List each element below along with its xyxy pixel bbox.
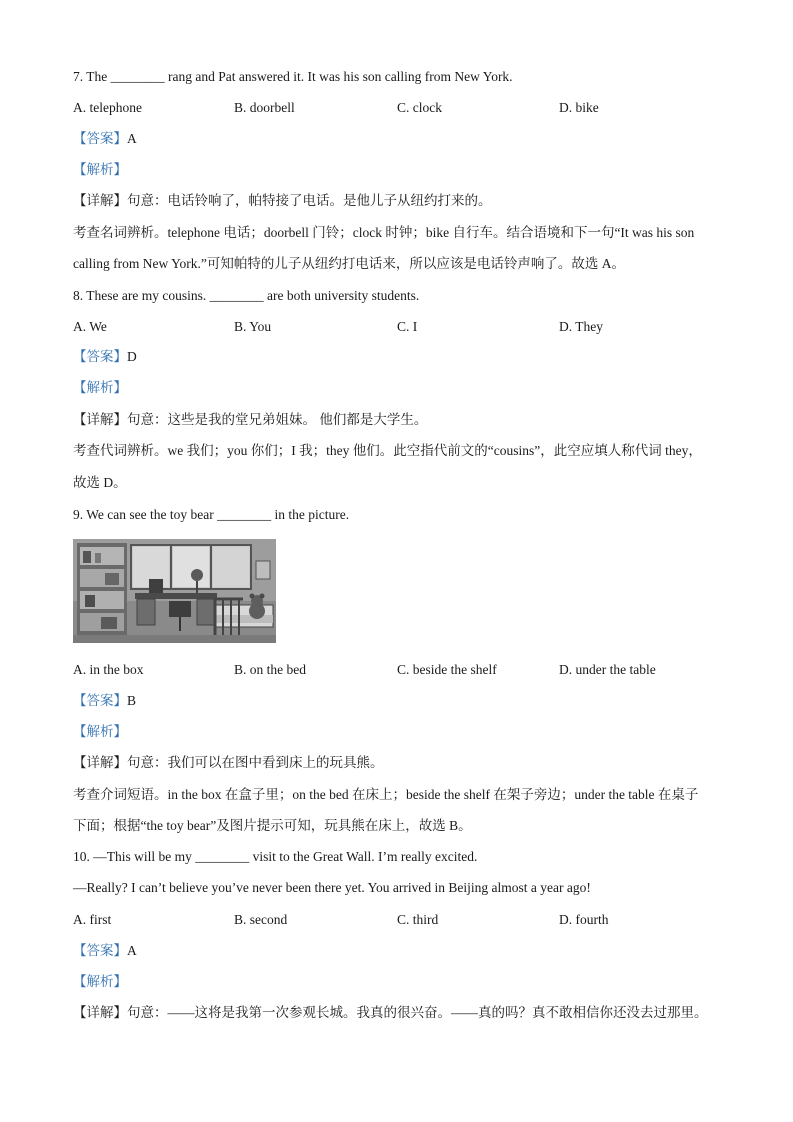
answer-tag: 【答案】: [73, 131, 127, 146]
answer-value: D: [127, 349, 137, 364]
answer-value: A: [127, 943, 137, 958]
q8-option-a: A. We: [73, 319, 107, 334]
q8-detail: [73, 411, 427, 429]
detail-tag: 【详解】: [73, 193, 127, 208]
q7-option-c: C. clock: [397, 100, 442, 115]
q7-explain-2: calling from New York.”可知帕特的儿子从纽约打电话来，所以应该是电话铃声响了。故选 A。: [73, 256, 625, 271]
detail-text: 句意：电话铃响了，帕特接了电话。是他儿子从纽约打来的。: [127, 193, 492, 208]
q8-stem: 8. These are my cousins. ________ are both university students.: [73, 288, 420, 303]
room-picture: [73, 539, 276, 643]
q9-explain-1: 考查介词短语。in the box 在盒子里；on the bed 在床上；beside the shelf 在架子旁边；under the table 在桌子: [73, 787, 699, 802]
q7-option-b: B. doorbell: [234, 100, 295, 115]
q9-option-a: A. in the box: [73, 662, 144, 677]
q8-answer: [73, 348, 137, 366]
detail-text: 句意：我们可以在图中看到床上的玩具熊。: [127, 755, 384, 770]
q9-analysis-tag: 【解析】: [73, 724, 127, 739]
q9-answer: [73, 692, 136, 710]
q7-answer: [73, 130, 137, 148]
q7-detail: [73, 192, 492, 210]
q9-option-b: B. on the bed: [234, 662, 306, 677]
detail-text: 句意：——这将是我第一次参观长城。我真的很兴奋。——真的吗？真不敢相信你还没去过那里。: [127, 1005, 708, 1020]
q7-explain-1: 考查名词辨析。telephone 电话；doorbell 门铃；clock 时钟；bike 自行车。结合语境和下一句“It was his son: [73, 225, 695, 240]
q10-option-a: A. first: [73, 912, 112, 927]
answer-tag: 【答案】: [73, 943, 127, 958]
q8-option-d: D. They: [559, 319, 603, 334]
answer-tag: 【答案】: [73, 693, 127, 708]
q9-stem: 9. We can see the toy bear ________ in the picture.: [73, 507, 350, 522]
q9-detail: [73, 754, 384, 772]
q7-stem: 7. The ________ rang and Pat answered it. It was his son calling from New York.: [73, 69, 513, 84]
detail-text: 句意：这些是我的堂兄弟姐妹。 他们都是大学生。: [127, 412, 428, 427]
q8-analysis-tag: 【解析】: [73, 380, 127, 395]
answer-value: B: [127, 693, 137, 708]
q10-stem-2: —Really? I can’t believe you’ve never been there yet. You arrived in Beijing almost a year ago!: [73, 880, 591, 895]
q10-option-c: C. third: [397, 912, 439, 927]
q10-option-b: B. second: [234, 912, 288, 927]
q10-analysis-tag: 【解析】: [73, 974, 127, 989]
q8-explain-2: 故选 D。: [73, 475, 127, 490]
q8-option-c: C. I: [397, 319, 418, 334]
q7-option-a: A. telephone: [73, 100, 142, 115]
q10-answer: [73, 942, 137, 960]
q10-option-d: D. fourth: [559, 912, 609, 927]
q7-option-d: D. bike: [559, 100, 599, 115]
answer-tag: 【答案】: [73, 349, 127, 364]
detail-tag: 【详解】: [73, 1005, 127, 1020]
q10-stem: 10. —This will be my ________ visit to the Great Wall. I’m really excited.: [73, 849, 478, 864]
detail-tag: 【详解】: [73, 755, 127, 770]
q9-option-d: D. under the table: [559, 662, 656, 677]
q9-explain-2: 下面；根据“the toy bear”及图片提示可知，玩具熊在床上，故选 B。: [73, 818, 472, 833]
q7-analysis-tag: 【解析】: [73, 162, 127, 177]
q8-option-b: B. You: [234, 319, 272, 334]
q10-detail: [73, 1004, 708, 1022]
detail-tag: 【详解】: [73, 412, 127, 427]
answer-value: A: [127, 131, 137, 146]
q8-explain-1: 考查代词辨析。we 我们；you 你们；I 我；they 他们。此空指代前文的“cousins”，此空应填人称代词 they，: [73, 443, 702, 458]
q9-option-c: C. beside the shelf: [397, 662, 497, 677]
